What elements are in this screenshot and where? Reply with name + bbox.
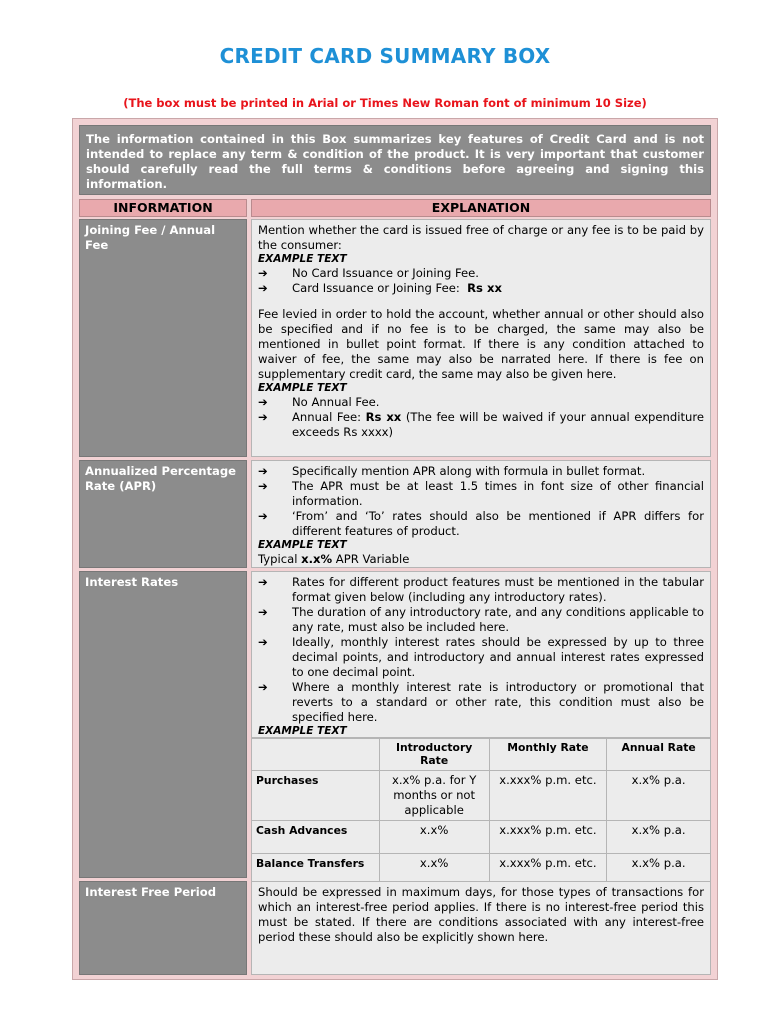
page-title: CREDIT CARD SUMMARY BOX — [219, 44, 551, 68]
table-header-cell — [252, 739, 380, 771]
list-item — [258, 266, 704, 281]
table-cell: x.x% — [379, 821, 489, 854]
list-item — [258, 479, 704, 509]
bullet-text: No Annual Fee. — [292, 395, 380, 409]
arrow-icon: ➔ — [258, 281, 268, 295]
interest-free-period-label: Interest Free Period — [79, 881, 247, 975]
apr-placeholder: x.x% — [301, 552, 333, 566]
bullet-text — [292, 281, 704, 296]
example-text-label: EXAMPLE TEXT — [258, 725, 347, 737]
fee-placeholder: Rs xx — [365, 410, 402, 424]
interest-rates-label: Interest Rates — [79, 571, 247, 878]
intro-text: The information contained in this Box summarizes key features of Credit Card and is not intended to replace any term & condition of the product. It is very important that customer should carefully read the full terms & conditions before agreeing and signing this information. — [79, 125, 711, 195]
list-item — [258, 605, 704, 635]
arrow-icon: ➔ — [258, 395, 268, 409]
table-header-cell: Introductory Rate — [379, 739, 489, 771]
interest-rates-table — [251, 738, 711, 887]
interest-free-period-explanation: Should be expressed in maximum days, for those types of transactions for which an interest-free period applies. If there is no interest-free period this must be stated. If there are conditions associated with any interest-free period these should also be explicitly shown here. — [251, 881, 711, 975]
bullet-text-pre: Annual Fee: — [292, 410, 362, 424]
bullet-text-pre: Card Issuance or Joining Fee: — [292, 281, 460, 295]
table-header-cell: Annual Rate — [607, 739, 711, 771]
bullet-text — [292, 410, 704, 440]
arrow-icon: ➔ — [258, 635, 268, 649]
table-cell: x.x% p.a. — [607, 854, 711, 887]
table-cell: x.x% — [379, 854, 489, 887]
arrow-icon: ➔ — [258, 680, 268, 694]
list-item — [258, 635, 704, 680]
arrow-icon: ➔ — [258, 509, 268, 523]
arrow-icon: ➔ — [258, 605, 268, 619]
list-item — [258, 410, 704, 440]
table-row — [252, 739, 711, 771]
table-row — [252, 821, 711, 854]
apr-label: Annualized Percentage Rate (APR) — [79, 460, 247, 568]
table-cell: x.xxx% p.m. etc. — [489, 854, 607, 887]
bullet-text: Where a monthly interest rate is introductory or promotional that reverts to a standard or other rate, this condition must also be specified here. — [292, 680, 704, 724]
example-text-label: EXAMPLE TEXT — [258, 539, 347, 551]
bullet-text: The APR must be at least 1.5 times in font size of other financial information. — [292, 479, 704, 508]
table-cell: x.x% p.a. for Y months or not applicable — [379, 771, 489, 821]
bullet-text: Specifically mention APR along with formula in bullet format. — [292, 464, 646, 478]
explanation-header: EXPLANATION — [251, 199, 711, 217]
table-row-label: Purchases — [252, 771, 380, 821]
arrow-icon: ➔ — [258, 410, 268, 424]
bullet-text: No Card Issuance or Joining Fee. — [292, 266, 479, 280]
example-text-label: EXAMPLE TEXT — [258, 382, 347, 394]
list-item — [258, 509, 704, 539]
arrow-icon: ➔ — [258, 575, 268, 589]
bullet-text: The duration of any introductory rate, and any conditions applicable to any rate, must also be included here. — [292, 605, 704, 634]
bullet-text: Ideally, monthly interest rates should be expressed by up to three decimal points, and introductory and annual interest rates expressed to one decimal point. — [292, 635, 704, 679]
table-row — [252, 771, 711, 821]
arrow-icon: ➔ — [258, 479, 268, 493]
list-item — [258, 575, 704, 605]
joining-fee-explanation — [251, 219, 711, 457]
list-item — [258, 395, 704, 410]
bullet-text: ‘From’ and ‘To’ rates should also be mentioned if APR differs for different features of product. — [292, 509, 704, 538]
table-header-cell: Monthly Rate — [489, 739, 607, 771]
fee-placeholder: Rs xx — [467, 281, 502, 295]
example-text-label: EXAMPLE TEXT — [258, 253, 347, 265]
typical-post: APR Variable — [335, 552, 410, 566]
table-cell: x.xxx% p.m. etc. — [489, 821, 607, 854]
bullet-text-post: (The fee will be waived if your annual expenditure exceeds Rs xxxx) — [292, 410, 705, 439]
interest-rates-explanation — [251, 571, 711, 738]
arrow-icon: ➔ — [258, 464, 268, 478]
information-header: INFORMATION — [79, 199, 247, 217]
bullet-text: Rates for different product features must be mentioned in the tabular format given below (including any introductory rates). — [292, 575, 704, 604]
list-item — [258, 464, 704, 479]
joining-fee-label: Joining Fee / Annual Fee — [79, 219, 247, 457]
table-row-label: Cash Advances — [252, 821, 380, 854]
page-subtitle: (The box must be printed in Arial or Times New Roman font of minimum 10 Size) — [123, 96, 647, 110]
table-row-label: Balance Transfers — [252, 854, 380, 887]
table-cell: x.x% p.a. — [607, 771, 711, 821]
list-item — [258, 281, 704, 296]
annual-fee-description: Fee levied in order to hold the account, whether annual or other should also be specified and if no fee is to be charged, the same may also be mentioned in bullet point format. If there is any condition attached to waiver of fee, the same may also be narrated here. If there is fee on supplementary credit card, the same may also be given here. — [258, 307, 704, 381]
typical-pre: Typical — [258, 552, 298, 566]
apr-explanation — [251, 460, 711, 568]
table-cell: x.xxx% p.m. etc. — [489, 771, 607, 821]
summary-box — [72, 118, 718, 980]
table-cell: x.x% p.a. — [607, 821, 711, 854]
joining-fee-intro: Mention whether the card is issued free of charge or any fee is to be paid by the consumer: — [258, 223, 704, 252]
list-item — [258, 680, 704, 725]
arrow-icon: ➔ — [258, 266, 268, 280]
typical-apr-text — [258, 552, 704, 567]
